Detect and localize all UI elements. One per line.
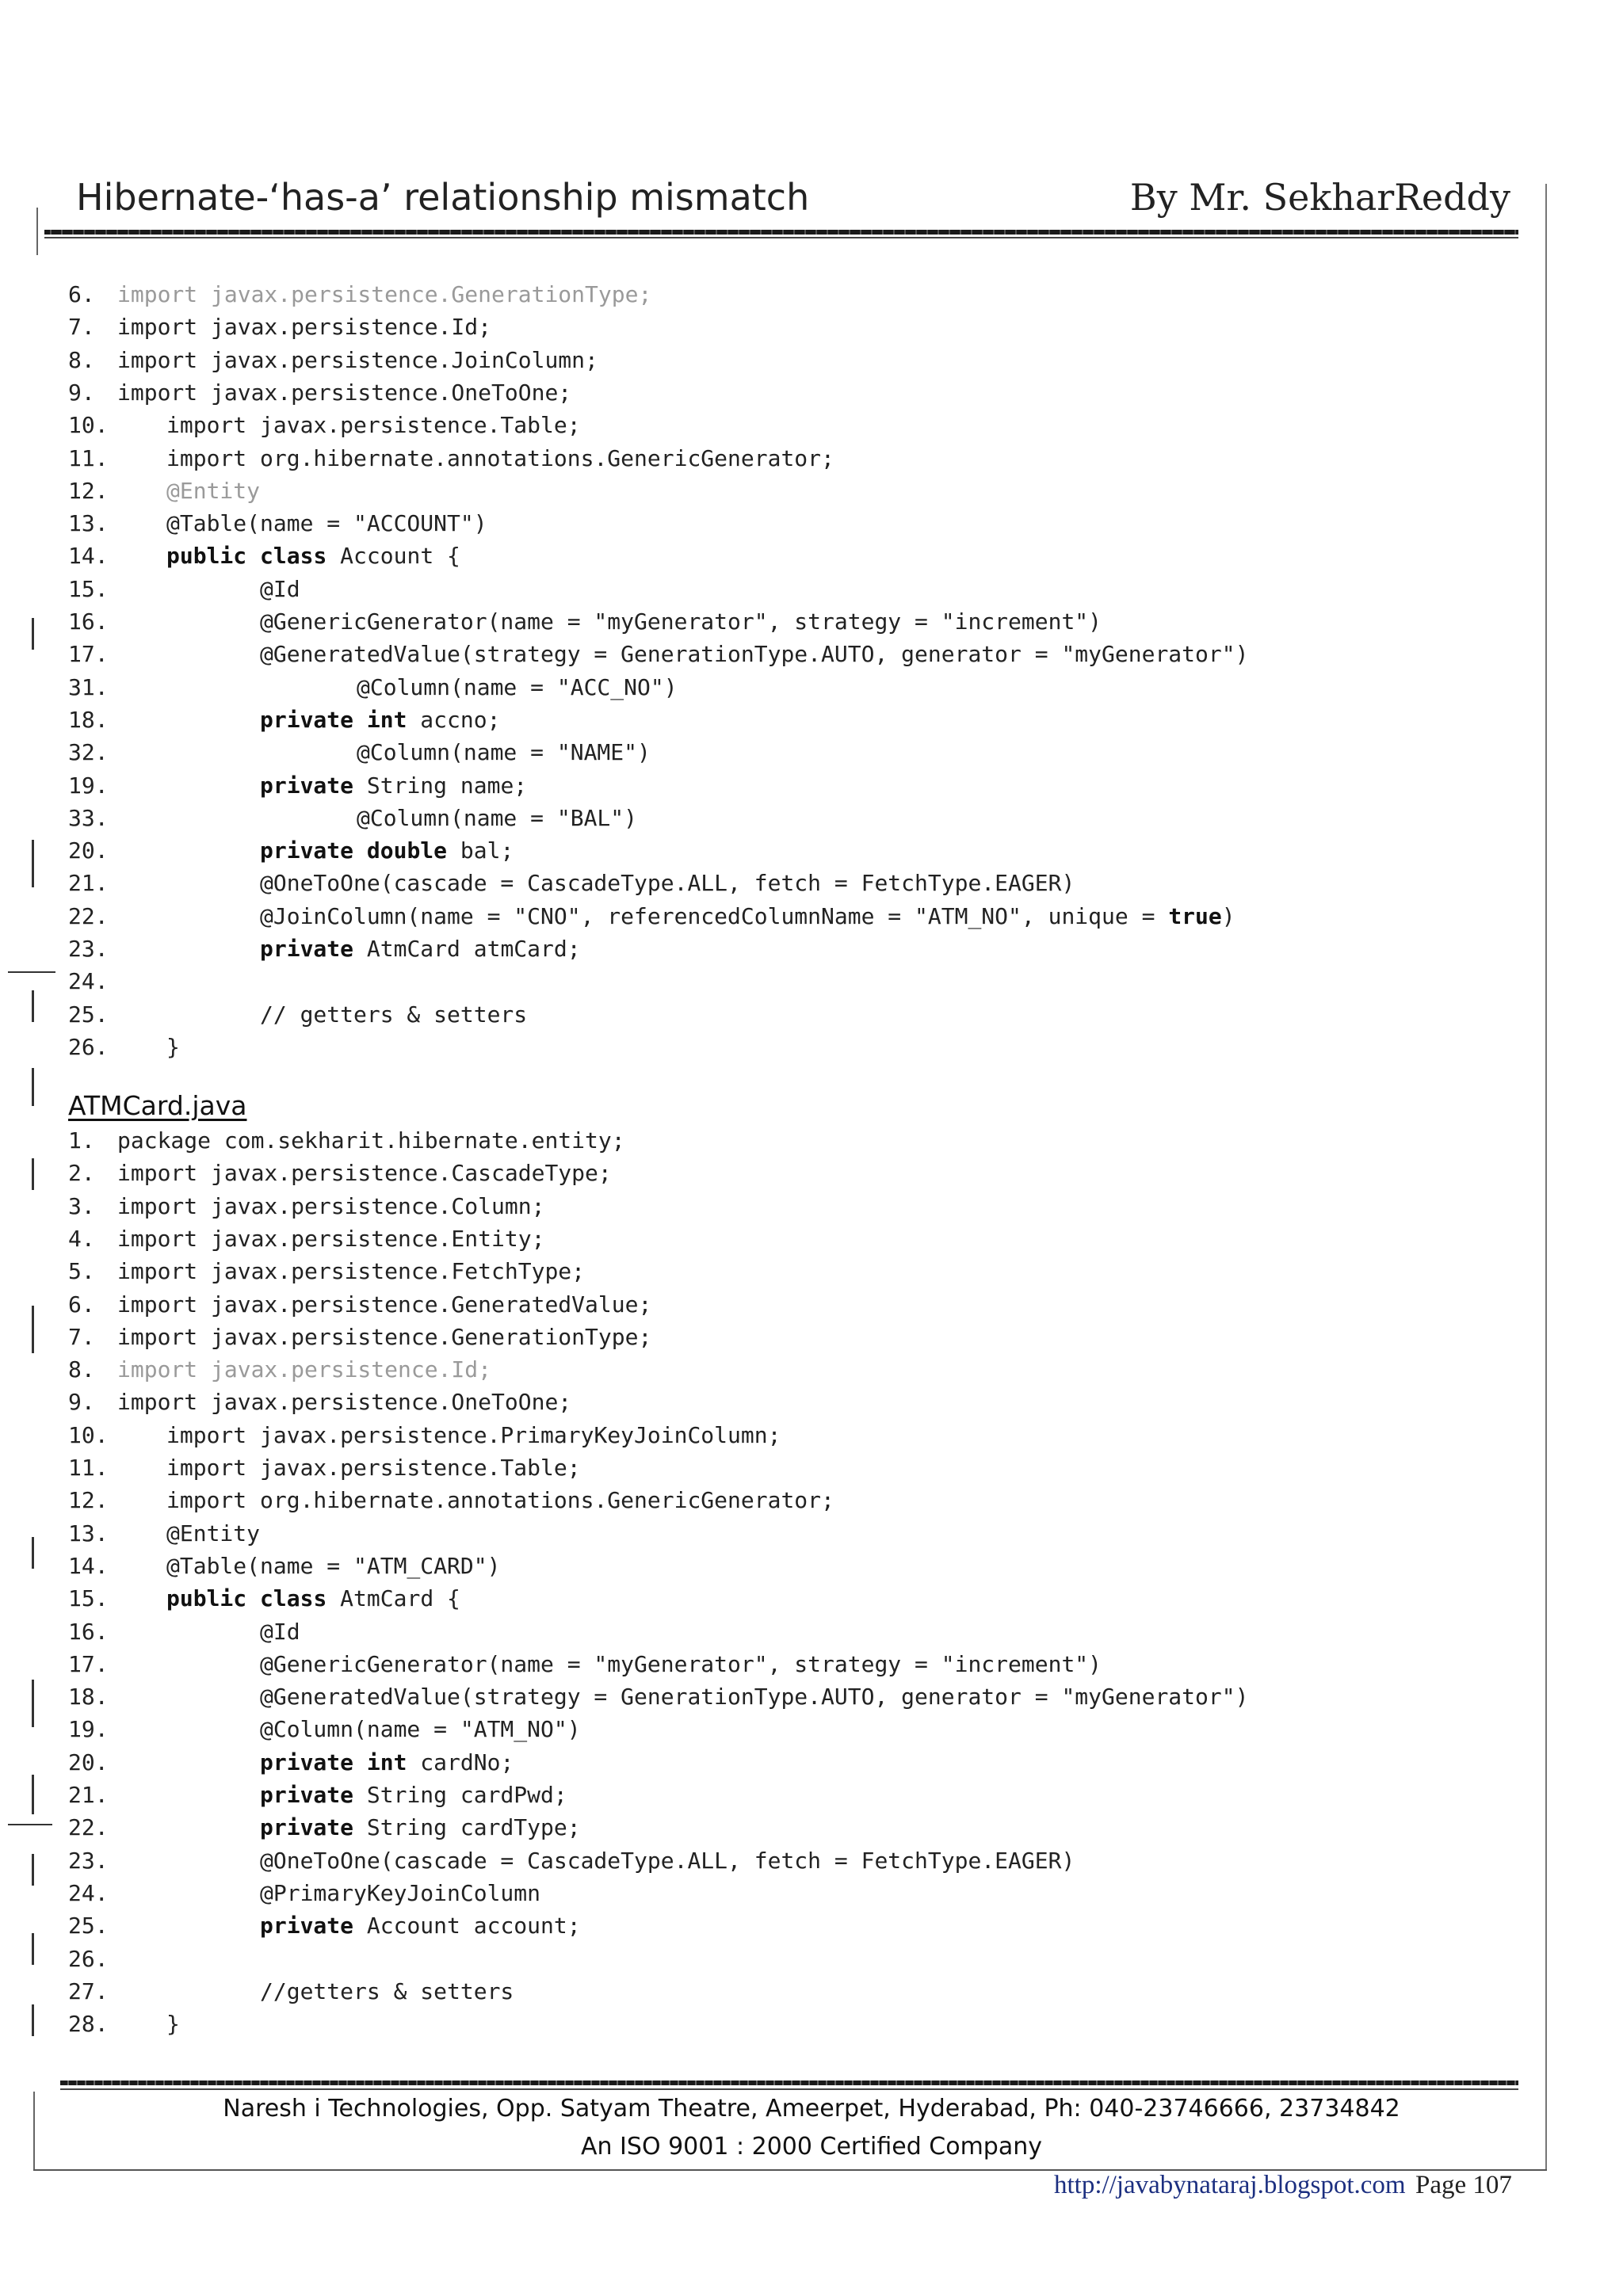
code-text: import org.hibernate.annotations.GenericGenerator; (166, 444, 834, 471)
code-text: import javax.persistence.Entity; (117, 1225, 545, 1252)
line-number: 23. (68, 1847, 109, 1874)
header-rule-thin (44, 237, 1518, 238)
line-number: 15. (68, 1585, 109, 1612)
code-text: import javax.persistence.GenerationType; (117, 1323, 652, 1350)
margin-mark (32, 1068, 34, 1106)
code-text: @Table(name = "ATM_CARD") (166, 1552, 501, 1579)
code-text: private String cardPwd; (260, 1782, 567, 1808)
code-text: //getters & setters (260, 1978, 514, 2004)
margin-mark (32, 840, 34, 887)
code-text: import javax.persistence.GenerationType; (117, 281, 652, 307)
line-number: 14. (68, 543, 109, 570)
code-text: @Entity (166, 1520, 261, 1547)
code-text: import javax.persistence.FetchType; (117, 1258, 586, 1285)
code-text: @GenericGenerator(name = "myGenerator", strategy = "increment") (260, 608, 1102, 635)
frame-left-edge (36, 208, 38, 255)
code-text: @Id (260, 1618, 300, 1645)
margin-mark (32, 1933, 34, 1965)
line-number: 4. (68, 1225, 95, 1252)
code-text: private String name; (260, 772, 528, 799)
margin-mark (32, 1537, 34, 1569)
code-text: import javax.persistence.CascadeType; (117, 1160, 612, 1187)
line-number: 3. (68, 1192, 95, 1219)
code-text: } (166, 2011, 180, 2038)
code-text: private String cardType; (260, 1814, 581, 1841)
line-number: 6. (68, 1291, 95, 1318)
line-number: 22. (68, 1814, 109, 1841)
code-text: @OneToOne(cascade = CascadeType.ALL, fetch = FetchType.EAGER) (260, 870, 1075, 897)
code-text: @OneToOne(cascade = CascadeType.ALL, fetch = FetchType.EAGER) (260, 1847, 1075, 1874)
line-number: 12. (68, 477, 109, 504)
line-number: 1. (68, 1127, 95, 1154)
line-number: 11. (68, 1455, 109, 1481)
line-number: 19. (68, 772, 109, 799)
code-text: @Id (260, 575, 300, 602)
code-text: import org.hibernate.annotations.GenericGenerator; (166, 1487, 834, 1514)
line-number: 17. (68, 641, 109, 668)
author-name: By Mr. SekharReddy (1129, 176, 1510, 219)
code-text: import javax.persistence.OneToOne; (117, 379, 572, 406)
code-text: @Table(name = "ACCOUNT") (166, 510, 487, 537)
line-number: 19. (68, 1716, 109, 1743)
line-number: 12. (68, 1487, 109, 1514)
line-number: 20. (68, 1749, 109, 1775)
line-number: 15. (68, 575, 109, 602)
line-number: 21. (68, 1782, 109, 1808)
line-number: 7. (68, 1323, 95, 1350)
line-number: 32. (68, 739, 109, 766)
line-number: 13. (68, 1520, 109, 1547)
line-number: 18. (68, 706, 109, 733)
margin-mark (8, 971, 55, 973)
footer-certification: An ISO 9001 : 2000 Certified Company (580, 2133, 1042, 2161)
margin-mark (32, 990, 34, 1022)
line-number: 24. (68, 968, 109, 995)
code-text: @PrimaryKeyJoinColumn (260, 1879, 541, 1906)
line-number: 31. (68, 673, 109, 700)
margin-mark (32, 1775, 34, 1814)
code-text: import javax.persistence.Table; (166, 412, 581, 439)
code-text: import javax.persistence.JoinColumn; (117, 346, 598, 373)
code-text: @Column(name = "BAL") (357, 804, 638, 831)
code-text: import javax.persistence.GeneratedValue; (117, 1291, 652, 1318)
footer-address: Naresh i Technologies, Opp. Satyam Theatre, Ameerpet, Hyderabad, Ph: 040-23746666, 23734842 (223, 2095, 1400, 2122)
code-text: @Column(name = "ATM_NO") (260, 1716, 581, 1743)
line-number: 8. (68, 346, 95, 373)
line-number: 10. (68, 1421, 109, 1448)
code-text: package com.sekharit.hibernate.entity; (117, 1127, 625, 1154)
code-text: @GeneratedValue(strategy = GenerationType.AUTO, generator = "myGenerator") (260, 641, 1249, 668)
line-number: 9. (68, 379, 95, 406)
line-number: 18. (68, 1684, 109, 1711)
section-title-atmcard: ATMCard.java (68, 1090, 247, 1121)
line-number: 16. (68, 608, 109, 635)
code-text: private AtmCard atmCard; (260, 936, 581, 962)
code-text: private int cardNo; (260, 1749, 514, 1775)
line-number: 6. (68, 281, 95, 307)
code-text: import javax.persistence.Id; (117, 314, 492, 341)
code-text: import javax.persistence.Column; (117, 1192, 545, 1219)
code-text: public class Account { (166, 543, 460, 570)
line-number: 2. (68, 1160, 95, 1187)
line-number: 26. (68, 1945, 109, 1972)
page-title: Hibernate-‘has-a’ relationship mismatch (76, 176, 810, 219)
line-number: 21. (68, 870, 109, 897)
page-number: Page 107 (1415, 2171, 1512, 2199)
margin-mark (32, 2004, 34, 2036)
code-text: private double bal; (260, 837, 514, 864)
line-number: 7. (68, 314, 95, 341)
margin-mark (32, 1680, 34, 1727)
line-number: 9. (68, 1389, 95, 1416)
line-number: 17. (68, 1650, 109, 1677)
margin-mark (32, 618, 34, 650)
footer-rule-thin (60, 2088, 1518, 2090)
code-text: private Account account; (260, 1913, 581, 1939)
line-number: 20. (68, 837, 109, 864)
code-text: public class AtmCard { (166, 1585, 460, 1612)
line-number: 14. (68, 1552, 109, 1579)
code-text: @GenericGenerator(name = "myGenerator", strategy = "increment") (260, 1650, 1102, 1677)
margin-mark (32, 1158, 34, 1190)
code-text: // getters & setters (260, 1001, 528, 1028)
frame-right-edge (1545, 184, 1547, 2171)
footer-rule (60, 2081, 1518, 2085)
code-text: private int accno; (260, 706, 501, 733)
code-text: } (166, 1033, 180, 1060)
code-text: import javax.persistence.Id; (117, 1356, 492, 1383)
line-number: 33. (68, 804, 109, 831)
code-text: @GeneratedValue(strategy = GenerationType.AUTO, generator = "myGenerator") (260, 1684, 1249, 1711)
line-number: 25. (68, 1001, 109, 1028)
line-number: 8. (68, 1356, 95, 1383)
code-text: @Entity (166, 477, 261, 504)
code-text: @Column(name = "NAME") (357, 739, 651, 766)
line-number: 26. (68, 1033, 109, 1060)
code-text: @JoinColumn(name = "CNO", referencedColumnName = "ATM_NO", unique = true) (260, 902, 1235, 929)
header-rule (44, 230, 1518, 235)
line-number: 25. (68, 1913, 109, 1939)
footer-link[interactable]: http://javabynataraj.blogspot.com (1054, 2171, 1406, 2199)
margin-mark (8, 1824, 52, 1825)
line-number: 11. (68, 444, 109, 471)
line-number: 10. (68, 412, 109, 439)
line-number: 5. (68, 1258, 95, 1285)
code-text: @Column(name = "ACC_NO") (357, 673, 678, 700)
code-text: import javax.persistence.OneToOne; (117, 1389, 572, 1416)
line-number: 28. (68, 2011, 109, 2038)
line-number: 16. (68, 1618, 109, 1645)
margin-mark (32, 1854, 34, 1886)
line-number: 22. (68, 902, 109, 929)
margin-mark (32, 1306, 34, 1353)
line-number: 13. (68, 510, 109, 537)
line-number: 23. (68, 936, 109, 962)
code-text: import javax.persistence.PrimaryKeyJoinColumn; (166, 1421, 781, 1448)
line-number: 27. (68, 1978, 109, 2004)
code-text: import javax.persistence.Table; (166, 1455, 581, 1481)
line-number: 24. (68, 1879, 109, 1906)
